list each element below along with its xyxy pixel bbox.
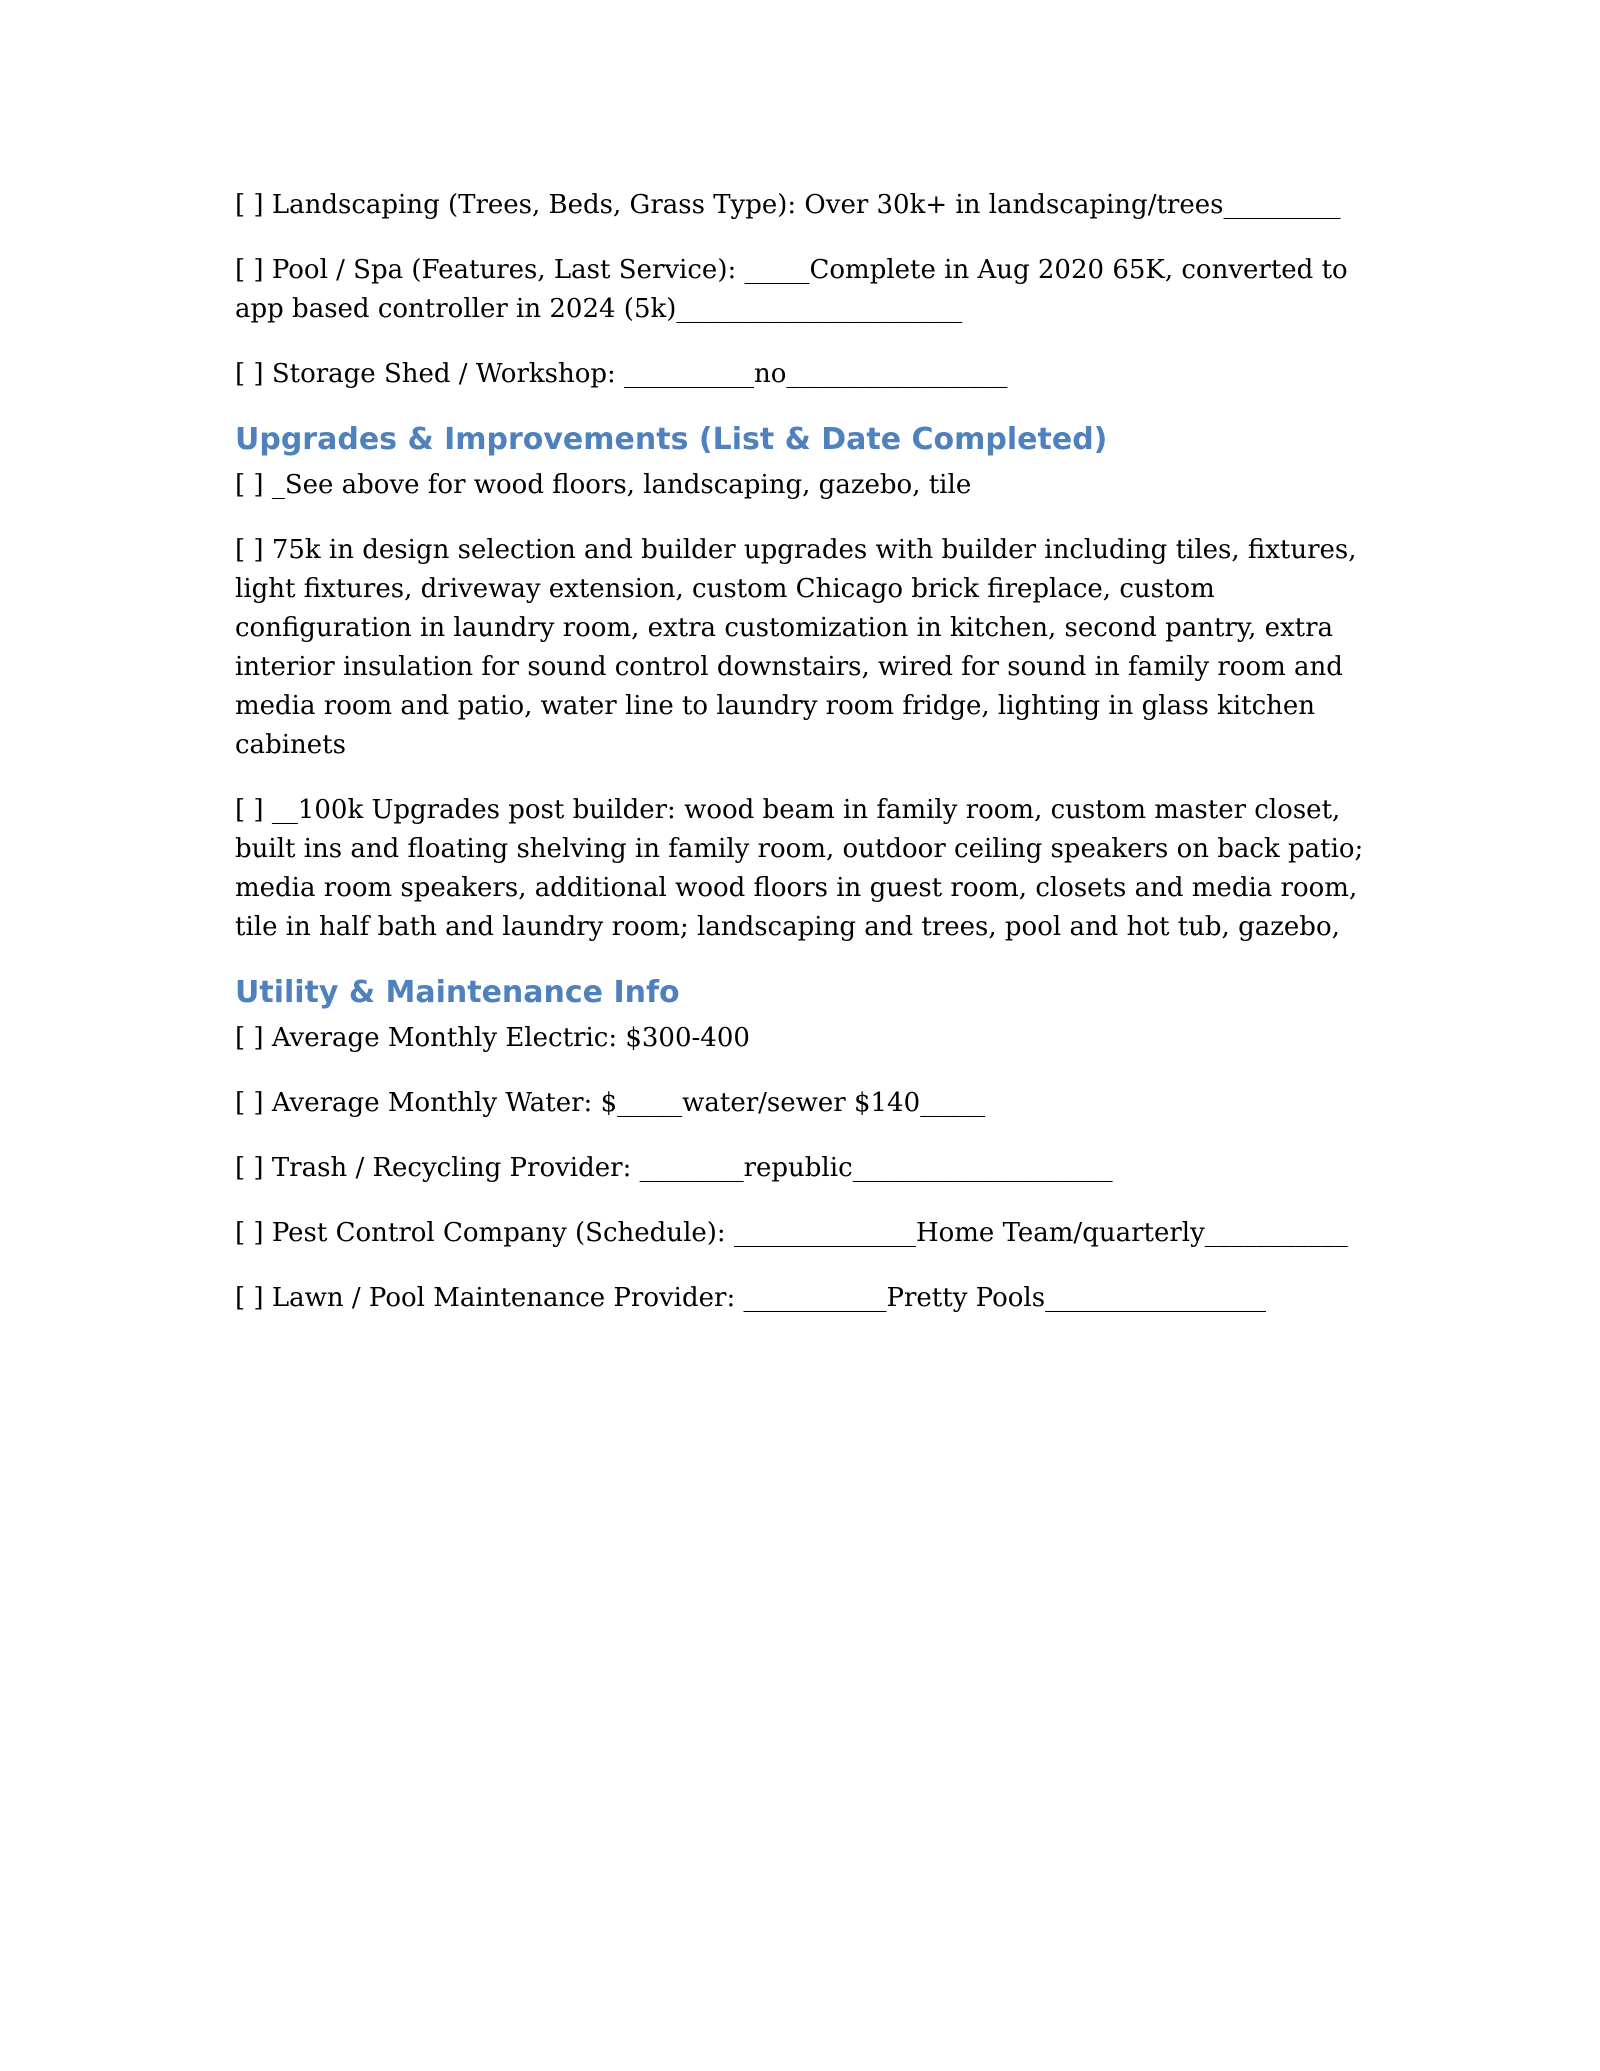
pool-spa-item: [ ] Pool / Spa (Features, Last Service): _____Complete in Aug 2020 65K, converted to app based controller in 2024 (5k)______________________ [235, 255, 1348, 324]
utility-item-water: [ ] Average Monthly Water: $_____water/sewer $140_____ [235, 1088, 986, 1118]
storage-shed-item: [ ] Storage Shed / Workshop: __________no_________________ [235, 359, 1008, 389]
document-page [235, 186, 1385, 1344]
upgrades-item-builder: [ ] 75k in design selection and builder upgrades with builder including tiles, fixtures, light fixtures, driveway extension, custom Chicago brick fireplace, custom configuration in laundry room, extra customization in kitchen, second pantry, extra interior insulation for sound control downstairs, wired for sound in family room and media room and patio, water line to laundry room fridge, lighting in glass kitchen cabinets [235, 535, 1357, 760]
utility-item-lawn-pool: [ ] Lawn / Pool Maintenance Provider: ___________Pretty Pools_________________ [235, 1283, 1267, 1313]
upgrades-heading: Upgrades & Improvements (List & Date Completed) [235, 422, 1108, 457]
landscaping-item: [ ] Landscaping (Trees, Beds, Grass Type): Over 30k+ in landscaping/trees_________ [235, 190, 1341, 220]
upgrades-item-see-above: [ ] _See above for wood floors, landscaping, gazebo, tile [235, 470, 972, 500]
upgrades-item-post-builder: [ ] __100k Upgrades post builder: wood beam in family room, custom master closet, built ins and floating shelving in family room, outdoor ceiling speakers on back patio; media room speakers, additional wood floors in guest room, closets and media room, tile in half bath and laundry room; landscaping and trees, pool and hot tub, gazebo, [235, 795, 1364, 942]
utility-heading: Utility & Maintenance Info [235, 975, 680, 1010]
utility-item-pest: [ ] Pest Control Company (Schedule): ______________Home Team/quarterly___________ [235, 1218, 1348, 1248]
utility-item-electric: [ ] Average Monthly Electric: $300-400 [235, 1023, 750, 1053]
utility-item-trash: [ ] Trash / Recycling Provider: ________republic____________________ [235, 1153, 1113, 1183]
